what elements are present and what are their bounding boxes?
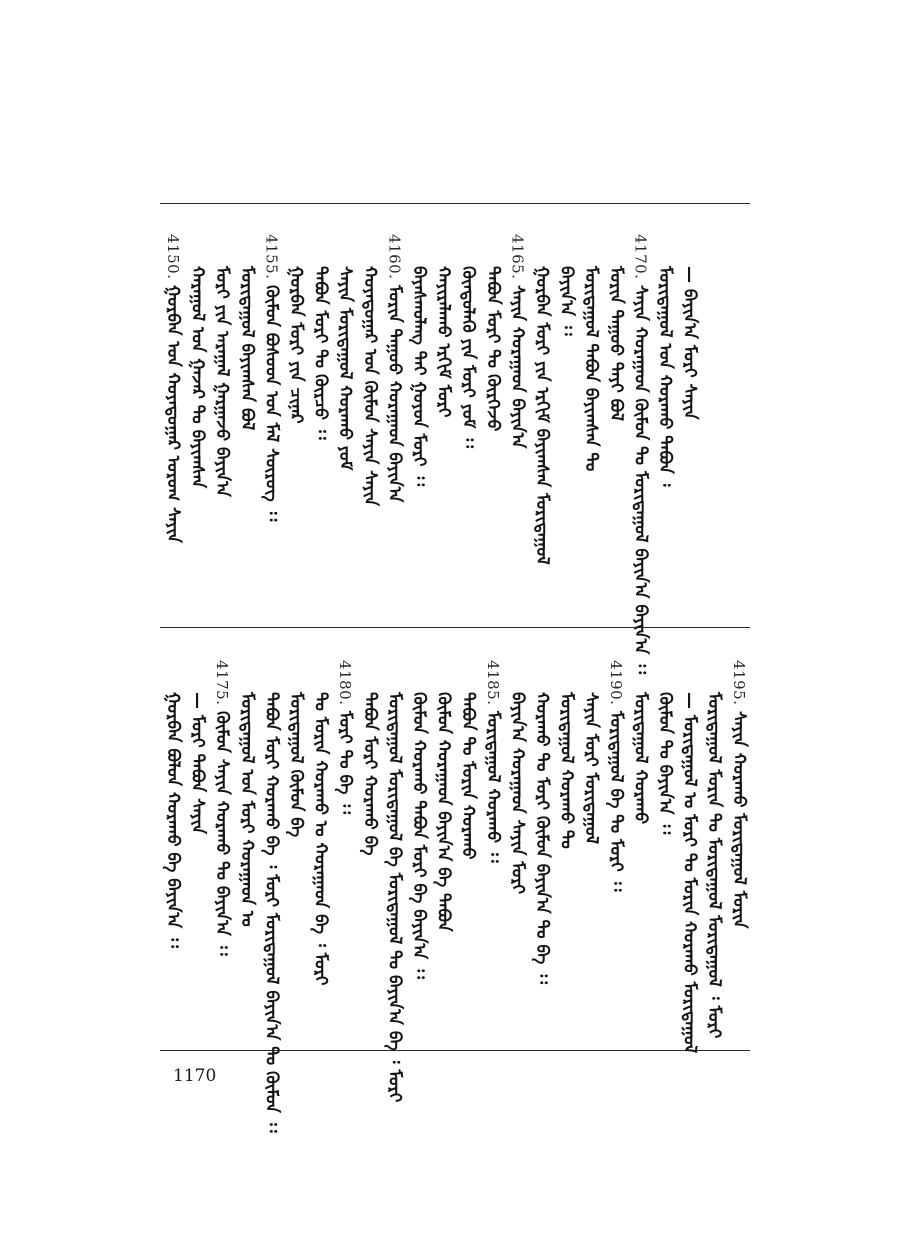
verse-text: ᠮᠣᠷᠢᠳᠠᠭᠤᠯ ᠬᠤᠷᠠᠬᠤ: [630, 692, 651, 824]
verse-text: ᠬᠦᠮᠦᠨ ᠲᠤ ᠪᠠᠶᠢᠨ᠎ᠠ ᠄᠄: [655, 692, 675, 835]
line-number: 4170.: [631, 234, 650, 280]
verse-line: [185, 214, 211, 594]
verse-text: ᠰᠠᠶᠢᠨ ᠬᠤᠷᠠᠬᠤ ᠮᠣᠷᠢᠳᠠᠭᠤᠯ ᠮᠣᠷᠢᠨ: [728, 711, 749, 929]
verse-text: ᠮᠣᠷᠢ ᠲᠤ ᠪᠠ ᠄᠄: [335, 711, 356, 815]
verse-line: [603, 214, 629, 594]
verse-text: ᠮᠣᠷᠢᠨ ᠳᠠᠭᠤᠤ ᠲᠠᠶᠢ ᠪᠤᠯ: [605, 266, 626, 422]
verse-line: [627, 214, 653, 675]
top-rule: [160, 203, 750, 204]
verse-text: ᠲᠠᠪᠤᠨ ᠮᠣᠷᠢ ᠲᠤ ᠬᠦᠷᠬᠡᠵᠦ: [482, 266, 503, 432]
page-number: 1170: [173, 1066, 217, 1086]
verse-text: ᠲᠠᠪᠤᠨ ᠮᠣᠷᠢ ᠬᠤᠷᠠᠬᠤ ᠪᠠ: [359, 692, 380, 856]
verse-line: [455, 640, 481, 1020]
verse-line: [209, 214, 235, 594]
verse-text: ᠮᠣᠷᠢᠨ ᠳᠠᠭᠤᠤ ᠬᠤᠷᠠᠭᠠᠳ ᠪᠠᠶᠢᠨ᠎ᠠ: [384, 285, 405, 503]
verse-text: ᠲᠠᠪᠤᠨ ᠲᠤ ᠮᠣᠷᠢᠨ ᠬᠤᠷᠠᠬᠤ: [458, 692, 479, 860]
verse-text: ᠬᠤᠷᠠᠬᠤ ᠲᠤ ᠮᠣᠷᠢ ᠬᠦᠮᠦᠨ ᠪᠠᠶᠢᠨ᠎ᠠ ᠲᠤ ᠪᠠ ᠄᠄: [532, 692, 552, 984]
verse-line: [701, 640, 727, 1039]
verse-line: [357, 214, 383, 594]
verse-line: [406, 214, 432, 594]
verse-text: ᠮᠣᠷᠢᠳᠠᠭᠤᠯ ᠮᠣᠷᠢᠨ ᠲᠤ ᠮᠣᠷᠢᠳᠠᠭᠤᠯ ᠮᠣᠷᠢᠳᠠᠭᠤᠯ ᠄ ᠮᠣᠷᠢ: [704, 692, 725, 1039]
verse-text: ᠬᠠᠷᠠᠭᠤᠯ ᠤᠨ ᠭᠠᠵᠠᠷ ᠲᠤ ᠪᠠᠶᠢᠭᠰᠠᠨ: [187, 266, 208, 489]
verse-text: — ᠮᠣᠷᠢ ᠲᠠᠪᠤᠨ ᠰᠠᠶᠢᠨ: [187, 692, 208, 835]
bottom-rule: [160, 1050, 750, 1051]
verse-line: [283, 640, 309, 1020]
verse-line: [480, 640, 506, 1020]
verse-line: [431, 214, 457, 594]
verse-line: [381, 214, 407, 594]
verse-line: [504, 640, 530, 1020]
verse-text: ᠬᠣᠶᠠᠳᠤᠭᠠᠷ ᠤᠨ ᠬᠦᠮᠦᠨ ᠰᠠᠶᠢᠨ ᠰᠠᠶᠢᠨ: [359, 266, 380, 507]
verse-line: [308, 214, 334, 594]
verse-text: ᠮᠣᠷᠢᠳᠠᠭᠤᠯ ᠤᠨ ᠮᠣᠷᠢ ᠬᠤᠷᠠᠭᠠᠳ ᠤ: [236, 692, 257, 927]
verse-text: ᠮᠣᠷᠢ ᠶᠢᠨ ᠠᠷᠠᠭᠠᠯ ᠭᠠᠷᠭᠠᠵᠤ ᠪᠠᠶᠢᠨ᠎ᠠ: [212, 266, 233, 497]
verse-line: [529, 214, 555, 594]
verse-text: ᠮᠣᠷᠢᠳᠠᠭᠤᠯ ᠲᠠᠪᠤᠨ ᠪᠠᠶᠢᠭᠰᠠᠨ ᠲᠤ: [581, 266, 602, 472]
verse-line: [554, 214, 580, 594]
verse-text: ᠲᠠᠪᠤᠨ ᠮᠣᠷᠢ ᠬᠤᠷᠠᠬᠤ ᠪᠠ ᠄ ᠮᠣᠷᠢ ᠮᠣᠷᠢᠳᠠᠭᠤᠯ ᠪᠠᠶᠢᠨ᠎ᠠ ᠲᠤ ᠬᠦᠮᠦᠨ ᠄᠄: [261, 692, 282, 1133]
verse-line: [652, 640, 678, 1020]
verse-text: ᠰᠠᠶᠢᠨ ᠮᠣᠷᠢ ᠮᠣᠷᠢᠳᠠᠭᠤᠯ: [581, 692, 602, 845]
verse-line: [480, 214, 506, 594]
verse-text: ᠲᠤ ᠮᠣᠷᠢᠨ ᠬᠤᠷᠠᠬᠤ ᠤ ᠬᠤᠷᠠᠭᠠᠳ ᠪᠠ ᠄ ᠮᠣᠷᠢ: [310, 692, 331, 986]
verse-line: [357, 640, 383, 1020]
verse-text: ᠪᠠᠶᠢᠨ᠎ᠠ ᠬᠤᠷᠠᠭᠠᠳ ᠰᠠᠶᠢᠨ ᠮᠣᠷᠢ: [507, 692, 528, 895]
verse-line: [529, 640, 555, 1020]
verse-line: [431, 640, 457, 1020]
middle-rule: [160, 627, 750, 628]
verse-line: [578, 214, 604, 594]
line-number: 4155.: [262, 234, 281, 280]
verse-text: ᠮᠣᠷᠢᠳᠠᠭᠤᠯ ᠪᠠ ᠲᠤ ᠮᠣᠷᠢ ᠄᠄: [605, 711, 626, 892]
line-number: 4150.: [164, 234, 182, 280]
verse-text: ᠰᠠᠶᠢᠨ ᠮᠣᠷᠢᠳᠠᠭᠤᠯ ᠬᠤᠷᠠᠬᠤ ᠶᠤᠮ: [335, 266, 356, 471]
verse-line: [332, 640, 358, 1020]
verse-text: ᠬᠦᠮᠦᠨ ᠬᠤᠷᠠᠭᠠᠳ ᠪᠠᠶᠢᠨ᠎ᠠ ᠪᠠ ᠲᠠᠪᠤᠨ: [433, 692, 454, 932]
line-number: 4175.: [213, 660, 232, 706]
verse-text: ᠮᠣᠷᠢᠳᠠᠭᠤᠯ ᠬᠦᠮᠦᠨ ᠪᠠ: [286, 692, 306, 838]
verse-text: ᠭᠤᠷᠪᠠᠨ ᠮᠣᠷᠢ ᠶᠢᠨ ᠡᠷᠬᠢᠮ ᠪᠠᠶᠢᠭᠰᠠᠨ ᠮᠣᠷᠢᠳᠠᠭᠤᠯ: [532, 266, 552, 565]
verse-line: [554, 640, 580, 1020]
verse-text: ᠬᠦᠮᠦᠨ ᠬᠤᠷᠠᠬᠤ ᠲᠠᠪᠤᠨ ᠮᠣᠷᠢ ᠪᠠ ᠪᠠᠶᠢᠨ᠎ᠠ ᠄᠄: [409, 692, 429, 979]
verse-line: [308, 640, 334, 1020]
verse-line: [381, 640, 407, 1103]
verse-text: ᠪᠠᠶᠢᠨ᠎ᠠ ᠄᠄: [556, 266, 577, 336]
verse-line: [234, 214, 260, 594]
line-number: 4195.: [729, 660, 748, 706]
line-number: 4185.: [483, 660, 502, 706]
verse-text: ᠰᠠᠶᠢᠨ ᠬᠤᠷᠠᠭᠠᠳ ᠬᠦᠮᠦᠨ ᠲᠤ ᠮᠣᠷᠢᠳᠠᠭᠤᠯ ᠪᠠᠶᠢᠨ᠎ᠠ ᠪᠠᠶᠢᠨ᠎ᠠ ᠄᠄: [630, 285, 651, 675]
verse-line: [504, 214, 530, 594]
verse-line: [332, 214, 358, 594]
verse-text: ᠮᠣᠷᠢᠳᠠᠭᠤᠯ ᠬᠤᠷᠠᠬᠤ ᠲᠤ: [556, 692, 577, 849]
verse-text: ᠮᠣᠷᠢᠳᠠᠭᠤᠯ ᠮᠣᠷᠢᠳᠠᠭᠤᠯ ᠪᠠ ᠮᠣᠷᠢᠳᠠᠭᠤᠯ ᠲᠤ ᠪᠠᠶᠢᠨ᠎ᠠ ᠪᠠ ᠄ ᠮᠣᠷᠢ: [384, 692, 405, 1103]
verse-line: [603, 640, 629, 1020]
verse-text: ᠬᠦᠮᠦᠨ ᠰᠠᠶᠢᠨ ᠬᠤᠷᠠᠬᠤ ᠲᠤ ᠪᠠᠶᠢᠨ᠎ᠠ ᠄᠄: [212, 711, 233, 957]
verse-text: ᠲᠠᠪᠤᠨ ᠮᠣᠷᠢ ᠲᠤ ᠬᠦᠷᠴᠦ ᠄᠄: [310, 266, 331, 440]
verse-text: ᠬᠦᠮᠦᠨ ᠪᠤᠰᠤᠳ ᠤᠨ ᠮᠠᠯ ᠰᠦᠷᠦᠭ ᠄᠄: [261, 285, 282, 522]
verse-line: [258, 640, 284, 1133]
verse-line: [652, 214, 678, 594]
top-text-panel: [160, 214, 750, 675]
verse-text: — ᠮᠣᠷᠢᠳᠠᠭᠤᠯ ᠤ ᠮᠣᠷᠢ ᠲᠤ ᠮᠣᠷᠢᠨ ᠬᠤᠷᠠᠬᠤ ᠮᠣᠷᠢᠳᠠᠭᠤᠯ: [679, 692, 700, 1054]
verse-line: [160, 214, 186, 594]
verse-text: ᠪᠠᠶᠠᠰᠬᠤᠯᠠᠩ ᠲᠠᠢ ᠭᠤᠶᠤᠨ ᠮᠣᠷᠢ ᠄᠄: [409, 266, 429, 487]
verse-text: — ᠪᠠᠶᠢᠨ᠎ᠠ ᠮᠣᠷᠢ ᠰᠠᠶᠢᠨ: [679, 266, 700, 420]
line-number: 4190.: [606, 660, 625, 706]
verse-line: [160, 640, 186, 1020]
verse-line: [185, 640, 211, 1020]
verse-line: [627, 640, 653, 1020]
verse-line: [258, 214, 284, 594]
verse-text: ᠮᠣᠷᠢᠳᠠᠭᠤᠯ ᠬᠤᠷᠠᠬᠤ ᠄᠄: [482, 711, 503, 864]
verse-line: [455, 214, 481, 594]
verse-text: ᠭᠤᠷᠪᠠᠨ ᠪᠤᠯᠤᠨ ᠬᠤᠷᠠᠬᠤ ᠪᠠ ᠪᠠᠶᠢᠨ᠎ᠠ ᠄᠄: [163, 692, 183, 948]
verse-line: [234, 640, 260, 1020]
line-number: 4160.: [385, 234, 404, 280]
verse-text: ᠮᠣᠷᠢᠳᠠᠭᠤᠯ ᠪᠠᠶᠢᠭᠰᠠᠨ ᠪᠤᠯ: [236, 266, 257, 431]
verse-text: ᠭᠤᠷᠪᠠᠨ ᠮᠣᠷᠢ ᠶᠢᠨ ᠴᠢᠨᠠᠷ: [286, 266, 306, 424]
line-number: 4165.: [508, 234, 527, 280]
verse-line: [406, 640, 432, 1020]
verse-text: ᠰᠠᠶᠢᠨ ᠬᠤᠷᠠᠭᠠᠳ ᠪᠠᠶᠢᠨ᠎ᠠ: [507, 285, 528, 449]
verse-line: [726, 640, 752, 1020]
verse-line: [677, 640, 703, 1054]
verse-text: ᠮᠣᠷᠢᠳᠠᠭᠤᠯ ᠤᠨ ᠬᠤᠷᠠᠬᠤ ᠲᠠᠪᠤᠨ ᠄: [655, 266, 675, 487]
line-number: 4180.: [336, 660, 355, 706]
verse-text: ᠬᠠᠶᠢᠷᠠᠯᠠᠬᠤ ᠡᠷᠬᠢᠮ ᠮᠣᠷᠢ: [433, 266, 454, 418]
verse-text: ᠬᠦᠨᠳᠦᠯᠡᠬᠦ ᠶᠢᠨ ᠮᠣᠷᠢ ᠶᠤᠮ ᠄᠄: [458, 266, 479, 448]
verse-line: [283, 214, 309, 594]
verse-line: [209, 640, 235, 1020]
verse-line: [578, 640, 604, 1020]
verse-line: [677, 214, 703, 594]
verse-text: ᠭᠤᠷᠪᠠᠨ ᠤᠨ ᠬᠤᠶᠠᠳᠤᠭᠠᠷ ᠤᠷᠤᠭ ᠰᠠᠶᠢᠨ: [163, 285, 183, 544]
